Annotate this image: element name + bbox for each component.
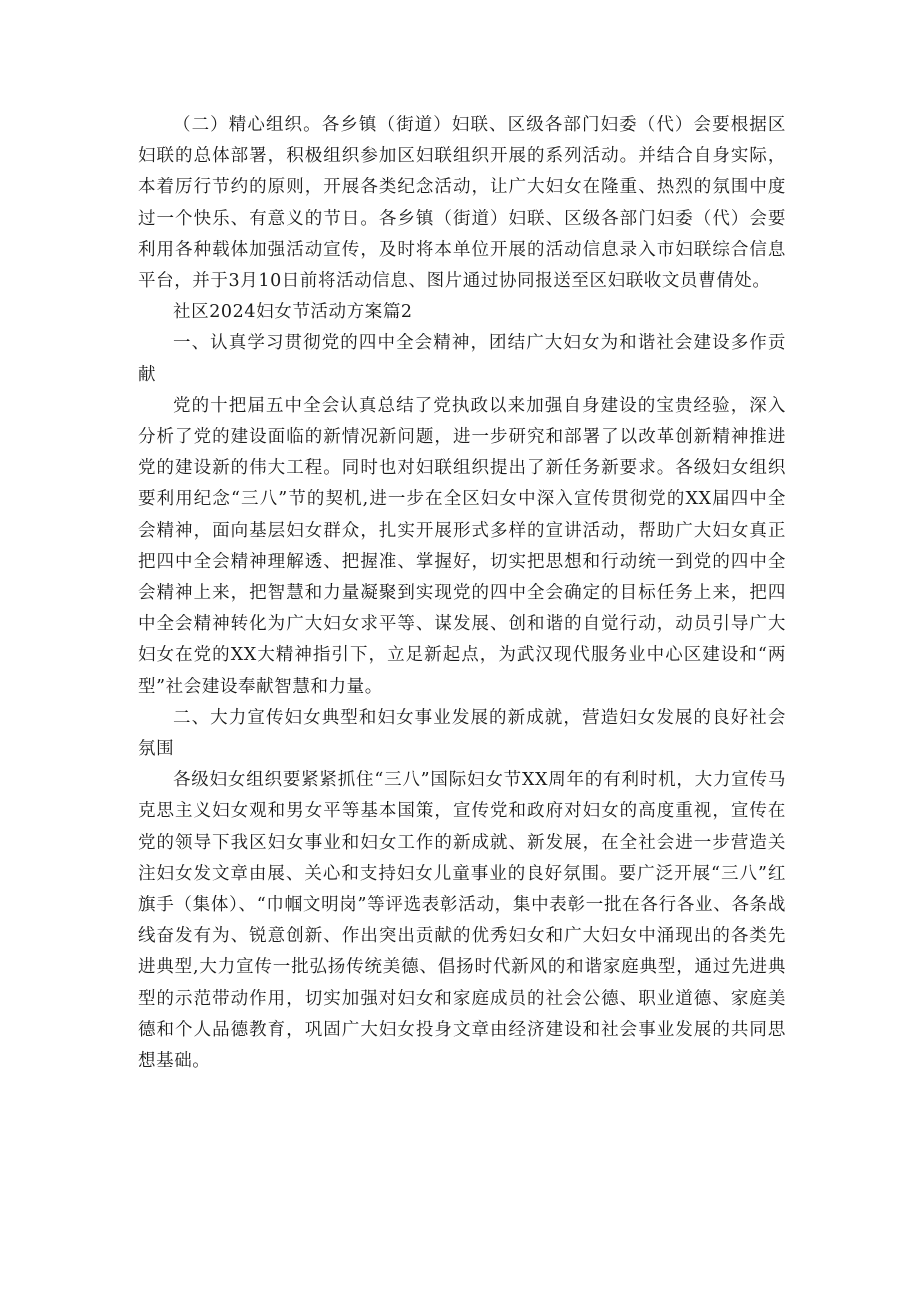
section-title: 社区2024妇女节活动方案篇2	[173, 302, 413, 323]
paragraph-organize: （二）精心组织。各乡镇（街道）妇联、区级各部门妇委（代）会要根据区妇联的总体部署，积极组织参加区妇联组织开展的系列活动。并结合自身实际，本着厉行节约的原则，开展各类纪念活动，让广大妇女在隆重、热烈的氛围中度过一个快乐、有意义的节日。各乡镇（街道）妇联、区级各部门妇委（代）会要利用各种载体加强活动宣传，及时将本单位开展的活动信息录入市妇联综合信息平台，并于3月10日前将活动信息、图片通过协同报送至区妇联收文员曹倩处。	[138, 115, 786, 292]
paragraph-publicity: 各级妇女组织要紧紧抓住“三八”国际妇女节XX周年的有利时机，大力宣传马克思主义妇女观和男女平等基本国策，宣传党和政府对妇女的高度重视，宣传在党的领导下我区妇女事业和妇女工作的新成就、新发展，在全社会进一步营造关注妇女发文章由展、关心和支持妇女儿童事业的良好氛围。要广泛开展“三八”红旗手（集体）、“巾帼文明岗”等评选表彰活动，集中表彰一批在各行各业、各条战线奋发有为、锐意创新、作出突出贡献的优秀妇女和广大妇女中涌现出的各类先进典型,大力宣传一批弘扬传统美德、倡扬时代新风的和谐家庭典型，通过先进典型的示范带动作用，切实加强对妇女和家庭成员的社会公德、职业道德、家庭美德和个人品德教育，巩固广大妇女投身文章由经济建设和社会事业发展的共同思想基础。	[138, 770, 786, 1072]
page-footer	[0, 1266, 920, 1301]
paragraph-plenary: 党的十把届五中全会认真总结了党执政以来加强自身建设的宝贵经验，深入分析了党的建设面临的新情况新问题，进一步研究和部署了以改革创新精神推进党的建设新的伟大工程。同时也对妇联组织提出了新任务新要求。各级妇女组织要利用纪念“三八”节的契机,进一步在全区妇女中深入宣传贯彻党的XX届四中全会精神，面向基层妇女群众，扎实开展形式多样的宣讲活动，帮助广大妇女真正把四中全会精神理解透、把握准、掌握好，切实把思想和行动统一到党的四中全会精神上来，把智慧和力量凝聚到实现党的四中全会确定的目标任务上来，把四中全会精神转化为广大妇女求平等、谋发展、创和谐的自觉行动，动员引导广大妇女在党的XX大精神指引下，立足新起点，为武汉现代服务业中心区建设和“两型”社会建设奉献智慧和力量。	[138, 395, 786, 697]
heading-one: 一、认真学习贯彻党的四中全会精神，团结广大妇女为和谐社会建设多作贡献	[138, 333, 786, 385]
heading-two: 二、大力宣传妇女典型和妇女事业发展的新成就，营造妇女发展的良好社会氛围	[138, 707, 786, 760]
document-page	[138, 110, 786, 1077]
